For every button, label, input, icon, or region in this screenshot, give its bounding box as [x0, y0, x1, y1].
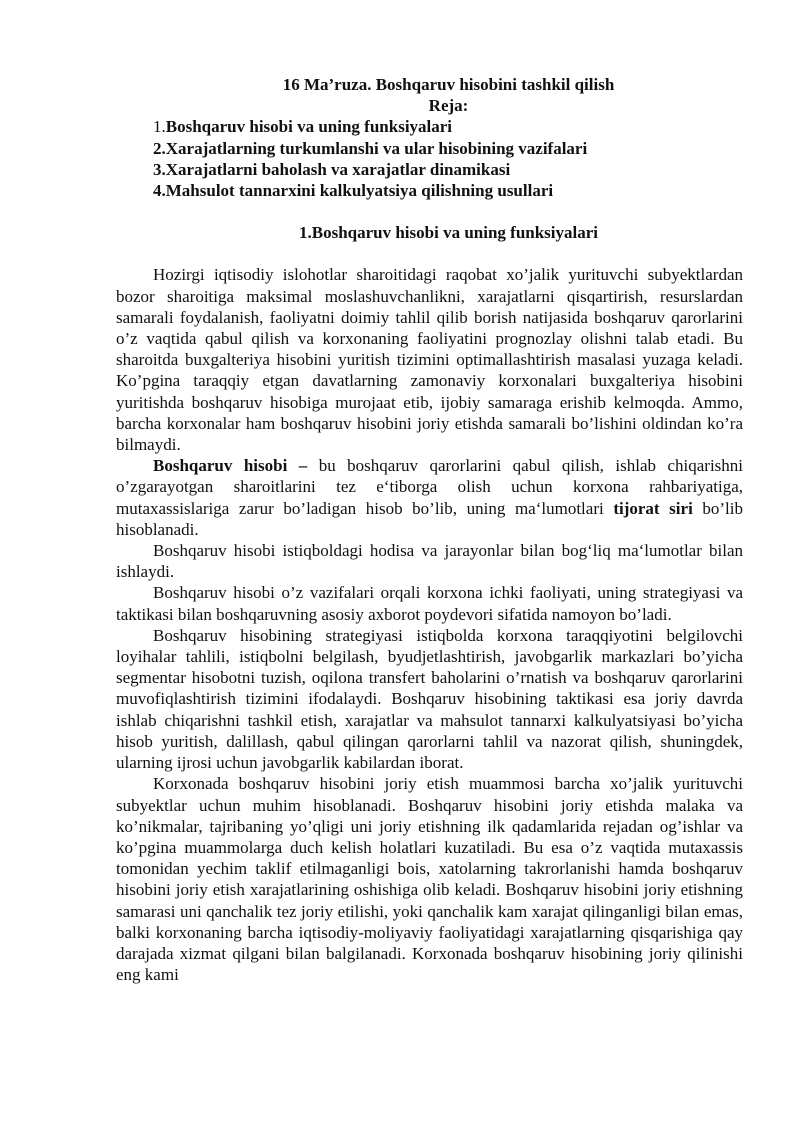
plan-item-text: Xarajatlarning turkumlanshi va ular hisobining vazifalari — [165, 138, 588, 158]
plan-item-number: 1. — [153, 117, 166, 137]
plan-item — [153, 159, 743, 180]
plan-heading: Reja: — [428, 96, 469, 116]
paragraph: Boshqaruv hisobi o’z vazifalari orqali korxona ichki faoliyati, uning strategiyasi va taktikasi bilan boshqaruvning asosiy axborot poydevori sifatida namoyon bo’ladi. — [116, 583, 743, 624]
plan-item-text: Xarajatlarni baholash va xarajatlar dinamikasi — [165, 159, 511, 179]
emphasis-term: tijorat siri — [613, 498, 693, 518]
lecture-title: 16 Ma’ruza. Boshqaruv hisobini tashkil qilish — [282, 75, 615, 94]
plan-item-number: 3. — [153, 159, 166, 179]
paragraph: Boshqaruv hisobi istiqboldagi hodisa va jarayonlar bilan bog‘liq ma‘lumotlar bilan ishlaydi. — [116, 541, 743, 582]
definition-term: Boshqaruv hisobi – — [153, 456, 308, 476]
section-heading: 1.Boshqaruv hisobi va uning funksiyalari — [298, 223, 599, 243]
definition-text: bu boshqaruv qarorlarini qabul qilish, ishlab chiqarishni o’zgarayotgan sharoitlarini tez e‘tiborga olish uchun korxona rahbariyatiga, mutaxassislariga zarur bo’ladigan hisob bo’lib, uning ma‘lumotlari — [116, 456, 744, 518]
plan-list — [116, 116, 743, 201]
plan-item-text: Mahsulot tannarxini kalkulyatsiya qilishning usullari — [165, 181, 554, 201]
paragraph: Korxonada boshqaruv hisobini joriy etish muammosi barcha xo’jalik yurituvchi subyektlar uchun muhim hisoblanadi. Boshqaruv hisobini joriy etishda malaka va ko’nikmalar, tajribaning yo’qligi uni joriy etishning ilk qadamlarida rejadan og’ishlar va ko’pgina muammolarga duch kelish holatlari kuzatiladi. Bu esa o’z vaqtida mutaxassis tomonidan yechim taklif etilmaganligi bois, xatolarning takrorlanishi hamda boshqaruv hisobini joriy etish xarajatlarining oshishiga olib keladi. Boshqaruv hisobini joriy etishning samarasi uni qanchalik tez joriy etilishi, yoki qanchalik kam xarajat qilinganligi bilan emas, balki korxonaning barcha iqtisodiy-moliyaviy faoliyatidagi xarajatlarning qisqarishiga qay darajada xizmat qilgani bilan balgilanadi. Korxonada boshqaruv hisobining joriy qilinishi eng kami — [116, 774, 743, 985]
plan-item-number: 2. — [153, 138, 166, 158]
paragraph-definition — [116, 455, 743, 540]
plan-item — [153, 138, 743, 159]
plan-item — [153, 180, 743, 201]
plan-item-text: Boshqaruv hisobi va uning funksiyalari — [165, 117, 453, 137]
plan-item-number: 4. — [153, 181, 166, 201]
paragraph: Hozirgi iqtisodiy islohotlar sharoitidagi raqobat xo’jalik yurituvchi subyektlardan bozor sharoitiga maksimal moslashuvchanlikni, xarajatlarni qisqartirish, resurslardan samarali foydalanish, faoliyatni doimiy tahlil qilib borish natijasida boshqaruv qarorlarini o’z vaqtida qabul qilish va korxonaning faoliyatini prognozlay olishni talab etadi. Bu sharoitda buxgalteriya hisobini yuritish tizimini optimallashtirish masalasi yuzaga keladi. Ko’pgina taraqqiy etgan davatlarning zamonaviy korxonalari buxgalteriya hisobini yuritishda boshqaruv hisobiga murojaat etib, ijobiy samaraga erishib kelmoqda. Ammo, barcha korxonalar ham boshqaruv hisobini joriy etishda samarali bo’lishini oldindan ko’ra bilmaydi. — [116, 265, 743, 455]
paragraph: Boshqaruv hisobining strategiyasi istiqbolda korxona taraqqiyotini belgilovchi loyihalar tahlili, istiqbolni belgilash, byudjetlashtirish, javobgarlik markazlari bo’yicha segmentar hisobotni tuzish, oqilona transfert baholarini o’rnatish va boshqaruv qarorlarini muvofiqlashtirish tizimini ifodalaydi. Boshqaruv hisobining taktikasi esa joriy davrda ishlab chiqarishni tashkil etish, xarajatlar va mahsulot tannarxi kalkulyatsiyasi bo’yicha hisob yuritish, dalillash, qabul qilingan qarorlarni tahlil va nazorat qilish, shuningdek, ularning ijrosi uchun javobgarlik kabilardan iborat. — [116, 625, 743, 773]
definition-end: bo’lib hisoblanadi. — [116, 498, 744, 539]
plan-item — [153, 116, 743, 137]
